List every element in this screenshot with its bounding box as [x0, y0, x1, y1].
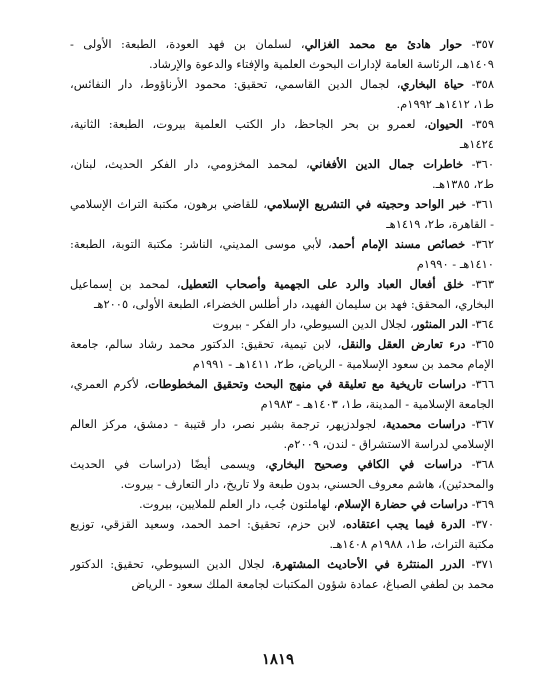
bibliography-entry	[70, 554, 494, 594]
entry-line	[70, 394, 494, 414]
entry-text: ، لابن تيمية، تحقيق: الدكتور محمد رشاد سالم، جامعة	[70, 337, 342, 351]
bibliography-entry	[70, 514, 494, 554]
bibliography-entry	[70, 74, 494, 114]
bibliography-entry	[70, 334, 494, 374]
entry-text: ٣٦٥-	[465, 337, 494, 351]
entry-text: الجامعة الإسلامية - المدينة، ط١، ١٤٠٣هـ - ١٩٨٣م	[260, 397, 494, 411]
entry-text: ، للقاضي برهون، مكتبة التراث الإسلامي	[70, 197, 268, 211]
bibliography-list	[70, 34, 494, 594]
entry-text: ٣٥٩-	[463, 117, 494, 131]
entry-line	[70, 494, 494, 514]
entry-title: الحيوان	[427, 117, 463, 131]
bibliography-entry	[70, 274, 494, 314]
entry-line	[70, 554, 494, 574]
entry-text: ٣٦٤-	[467, 317, 494, 331]
entry-text: ، لجولدزيهر، ترجمة بشير نصر، دار قتيبة - دمشق، مركز العالم	[70, 417, 386, 431]
bibliography-entry	[70, 314, 494, 334]
entry-line	[70, 234, 494, 254]
entry-title: خبر الواحد وحجيته في التشريع الإسلامي	[267, 197, 467, 211]
entry-line	[70, 134, 494, 154]
entry-title: خاطرات جمال الدين الأفغاني	[309, 157, 464, 171]
entry-title: درء تعارض العقل والنقل	[341, 337, 466, 351]
entry-text: مكتبة التراث، ط١، ١٩٨٨م ١٤٠٨هـ.	[329, 537, 494, 551]
entry-line	[70, 214, 494, 234]
entry-text: ٣٦٩-	[467, 497, 494, 511]
entry-text: ٣٦١-	[466, 197, 494, 211]
entry-text: ، لأكرم العمري،	[70, 377, 149, 391]
entry-text: ، لسلمان بن فهد العودة، الطبعة: الأولى -	[70, 37, 305, 51]
entry-text: ١٤٠٩هـ، الرئاسة العامة لإدارات البحوث العلمية والإفتاء والدعوة والإرشاد.	[149, 57, 494, 71]
entry-text: ٣٦٧-	[465, 417, 494, 431]
entry-line	[70, 454, 494, 474]
entry-title: خصائص مسند الإمام أحمد	[331, 237, 466, 251]
entry-text: والمحدثين)، هاشم معروف الحسني، بدون طبعة ولا تاريخ، دار التعارف - بيروت.	[120, 477, 494, 491]
entry-text: الإمام محمد بن سعود الإسلامية - الرياض، ط٢، ١٤١١هـ - ١٩٩١م	[192, 357, 494, 371]
bibliography-entry	[70, 114, 494, 154]
entry-line	[70, 194, 494, 214]
entry-title: دراسات في الكافي وصحيح البخاري	[268, 457, 463, 471]
entry-title: الدرة فيما يجب اعتقاده	[345, 517, 466, 531]
entry-line	[70, 434, 494, 454]
entry-text: ٣٦٠-	[463, 157, 494, 171]
entry-line	[70, 354, 494, 374]
entry-title: دراسات في حضارة الإسلام	[337, 497, 468, 511]
entry-title: حياة البخاري	[400, 77, 465, 91]
entry-line	[70, 114, 494, 134]
entry-line	[70, 374, 494, 394]
entry-title: دراسات تاريخية مع تعليقة في منهج البحث وتحقيق المخطوطات	[148, 377, 467, 391]
entry-text: ٣٧٠-	[465, 517, 494, 531]
entry-text: ١٤١٠هـ - ١٩٩٠م	[416, 257, 494, 271]
entry-text: ، لجلال الدين السيوطي، دار الفكر - بيروت	[212, 317, 414, 331]
bibliography-entry	[70, 234, 494, 274]
entry-title: الدرر المنتثرة في الأحاديث المشتهرة	[275, 557, 465, 571]
entry-text: ، لمحمد المخزومي، دار الفكر الحديث، لبنان،	[70, 157, 310, 171]
bibliography-entry	[70, 414, 494, 454]
entry-title: حوار هادئ مع محمد الغزالي	[304, 37, 463, 51]
bibliography-entry	[70, 194, 494, 234]
entry-line	[70, 514, 494, 534]
entry-line	[70, 54, 494, 74]
bibliography-entry	[70, 374, 494, 414]
entry-text: - القاهرة، ط٢، ١٤١٩هـ	[386, 217, 494, 231]
entry-text: ٣٦٨-	[462, 457, 494, 471]
entry-text: الإسلامي لدراسة الاستشراق - لندن، ٢٠٠٩م.	[283, 437, 494, 451]
entry-line	[70, 294, 494, 314]
entry-line	[70, 274, 494, 294]
entry-title: دراسات محمدية	[385, 417, 466, 431]
entry-text: ، لعمرو بن بحر الجاحظ، دار الكتب العلمية بيروت، الطبعة: الثانية،	[70, 117, 428, 131]
entry-text: ، لجمال الدين القاسمي، تحقيق: محمود الأرناؤوط، دار النفائس،	[70, 77, 401, 91]
entry-line	[70, 474, 494, 494]
entry-line	[70, 174, 494, 194]
entry-line	[70, 154, 494, 174]
entry-text: ، لهاملتون جُب، دار العلم للملايين، بيروت.	[138, 497, 338, 511]
entry-line	[70, 254, 494, 274]
entry-text: ٣٥٨-	[464, 77, 494, 91]
entry-text: ١٤٢٤هـ	[459, 137, 494, 151]
entry-line	[70, 414, 494, 434]
entry-line	[70, 74, 494, 94]
entry-text: ٣٥٧-	[462, 37, 494, 51]
entry-text: ، لابن حزم، تحقيق: احمد الحمد، وسعيد القزقي، توزيع	[70, 517, 346, 531]
entry-text: ، ويسمى أيضًا (دراسات في الحديث	[70, 457, 269, 471]
entry-text: ٣٧١-	[464, 557, 494, 571]
entry-title: الدر المنثور	[413, 317, 468, 331]
entry-text: ٣٦٦-	[466, 377, 494, 391]
entry-text: ط١، ١٤١٢هـ ١٩٩٢م.	[396, 97, 494, 111]
entry-text: ط٢، ١٣٨٥هـ.	[431, 177, 494, 191]
entry-line	[70, 34, 494, 54]
bibliography-entry	[70, 454, 494, 494]
entry-line	[70, 94, 494, 114]
entry-line	[70, 314, 494, 334]
page-number: ١٨١٩	[261, 650, 295, 668]
entry-text: ، لمحمد بن إسماعيل	[70, 277, 181, 291]
bibliography-entry	[70, 154, 494, 194]
entry-text: ٣٦٣-	[464, 277, 494, 291]
entry-line	[70, 574, 494, 594]
entry-text: محمد بن لطفي الصباغ، عمادة شؤون المكتبات لجامعة الملك سعود - الرياض	[131, 577, 494, 591]
entry-text: ، لأبي موسى المديني، الناشر: مكتبة التوبة، الطبعة:	[70, 237, 332, 251]
entry-title: خلق أفعال العباد والرد على الجهمية وأصحاب التعطيل	[180, 277, 465, 291]
entry-line	[70, 334, 494, 354]
bibliography-entry	[70, 34, 494, 74]
entry-line	[70, 534, 494, 554]
entry-text: ، لجلال الدين السيوطي، تحقيق: الدكتور	[70, 557, 276, 571]
bibliography-entry	[70, 494, 494, 514]
entry-text: ٣٦٢-	[465, 237, 494, 251]
entry-text: البخاري، المحقق: فهد بن سليمان الفهيد، دار أطلس الخضراء، الطبعة الأولى، ٢٠٠٥هـ	[94, 297, 494, 311]
